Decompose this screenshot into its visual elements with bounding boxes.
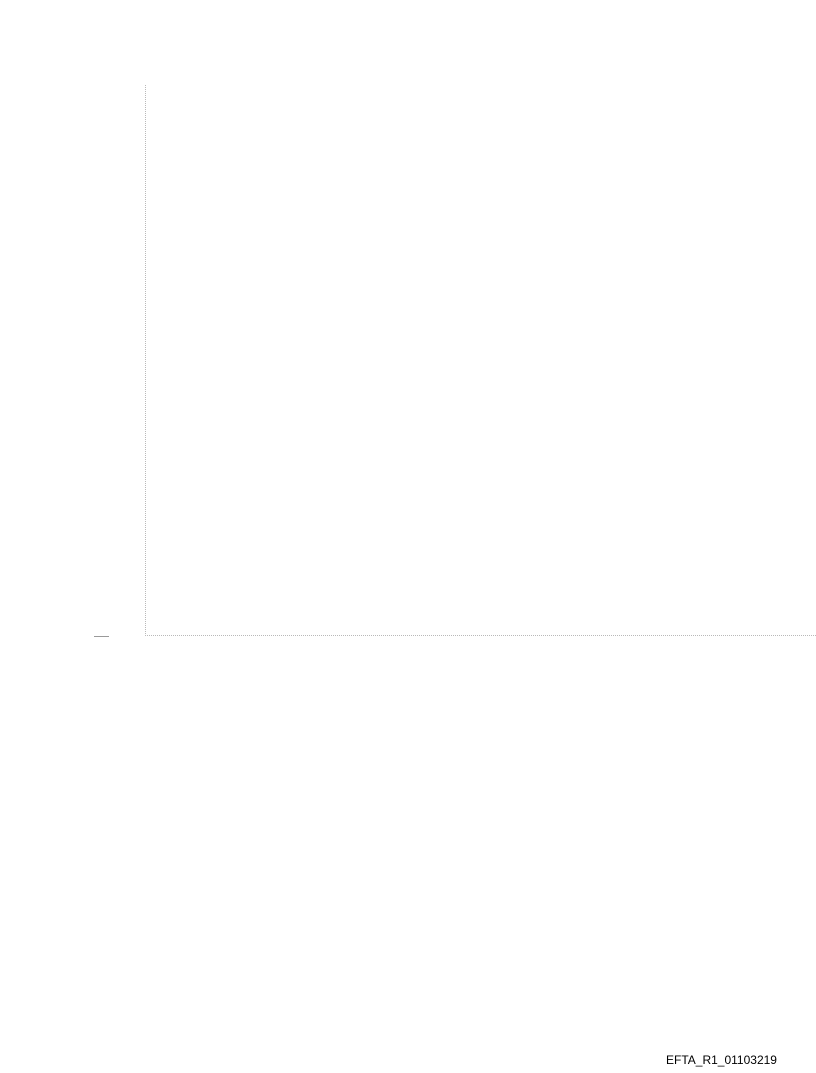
document-id: EFTA_R1_01103219 xyxy=(666,1053,777,1067)
email-body xyxy=(145,85,816,636)
page-tick-mark xyxy=(94,636,109,637)
